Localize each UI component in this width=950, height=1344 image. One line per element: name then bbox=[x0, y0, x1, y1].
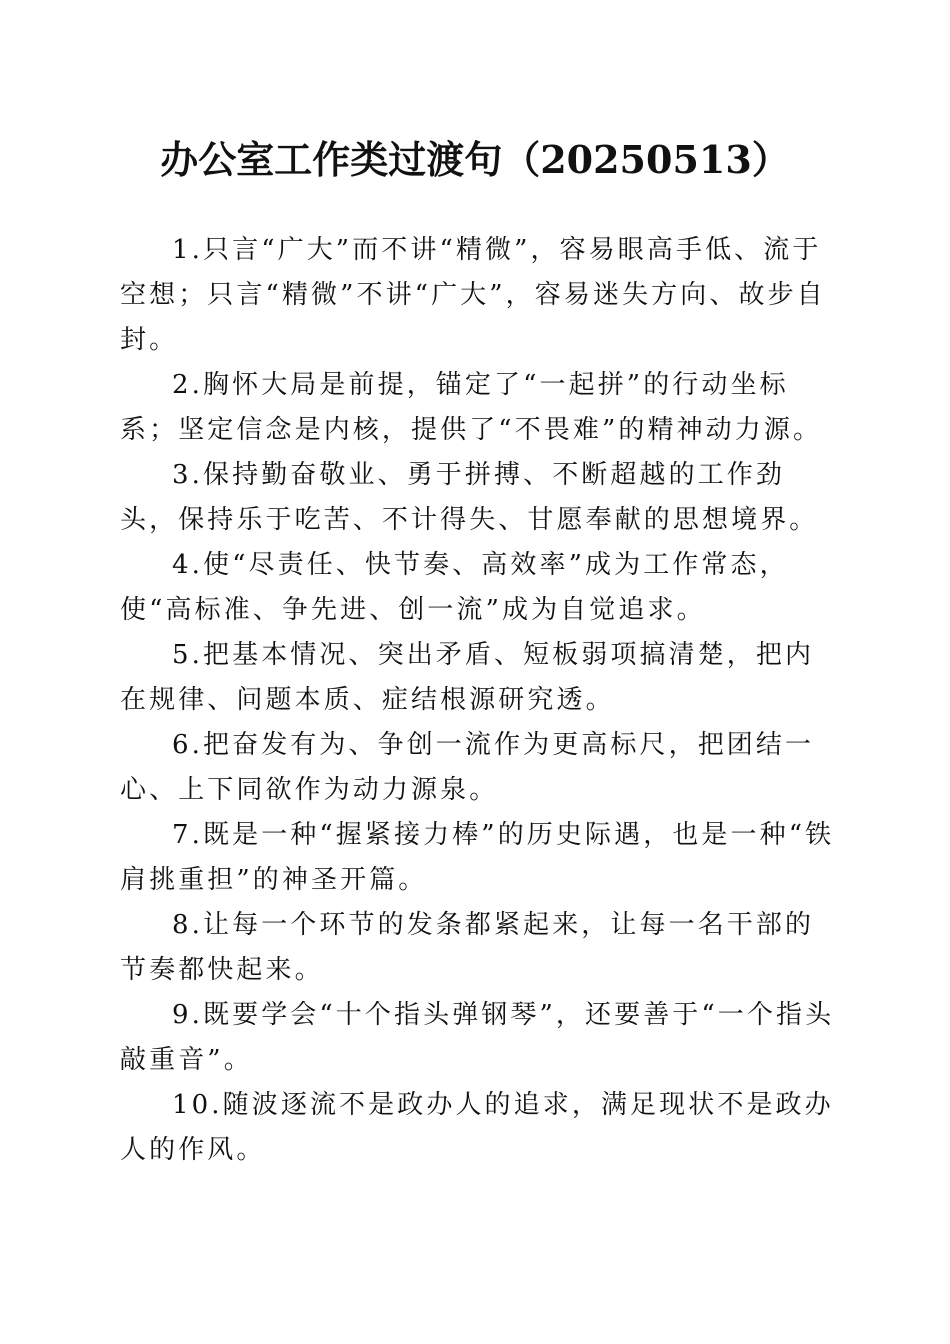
paragraph-4: 4.使“尽责任、快节奏、高效率”成为工作常态，使“高标准、争先进、创一流”成为自觉追求。 bbox=[120, 550, 789, 625]
paragraph-9: 9.既要学会“十个指头弹钢琴”，还要善于“一个指头敲重音”。 bbox=[120, 1000, 835, 1075]
paragraph-3: 3.保持勤奋敬业、勇于拼搏、不断超越的工作劲头，保持乐于吃苦、不计得失、甘愿奉献的思想境界。 bbox=[120, 460, 819, 535]
paragraph-7: 7.既是一种“握紧接力棒”的历史际遇，也是一种“铁肩挑重担”的神圣开篇。 bbox=[120, 820, 835, 895]
paragraph-1: 1.只言“广大”而不讲“精微”，容易眼高手低、流于空想；只言“精微”不讲“广大”，容易迷失方向、故步自封。 bbox=[120, 235, 826, 355]
paragraph-10: 10.随波逐流不是政办人的追求，满足现状不是政办人的作风。 bbox=[120, 1090, 834, 1165]
paragraph-5: 5.把基本情况、突出矛盾、短板弱项搞清楚，把内在规律、问题本质、症结根源研究透。 bbox=[120, 640, 815, 715]
paragraph-6: 6.把奋发有为、争创一流作为更高标尺，把团结一心、上下同欲作为动力源泉。 bbox=[120, 730, 815, 805]
paragraph-2: 2.胸怀大局是前提，锚定了“一起拼”的行动坐标系；坚定信念是内核，提供了“不畏难”的精神动力源。 bbox=[120, 370, 823, 445]
paragraph-8: 8.让每一个环节的发条都紧起来，让每一名干部的节奏都快起来。 bbox=[120, 910, 815, 985]
document-body bbox=[120, 228, 840, 1173]
document-title: 办公室工作类过渡句（20250513） bbox=[160, 137, 790, 182]
